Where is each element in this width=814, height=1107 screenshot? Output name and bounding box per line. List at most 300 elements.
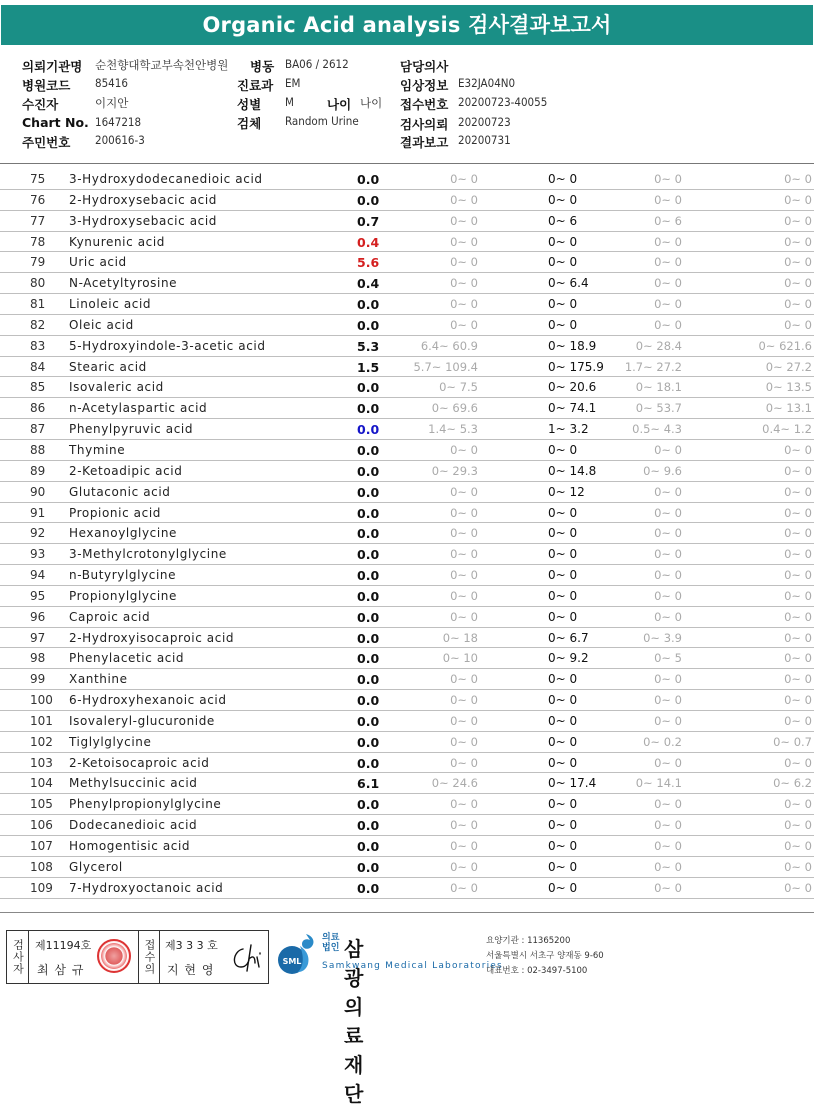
reference-range-2: 0~ 0 bbox=[548, 547, 578, 562]
sml-logo-text: SML bbox=[282, 957, 302, 966]
reference-range-1: 0~ 0 bbox=[450, 255, 478, 270]
result-value: 0.0 bbox=[357, 172, 380, 187]
org-name: 삼광의료재단 bbox=[344, 937, 365, 1106]
institution-value: 순천향대학교부속천안병원 bbox=[95, 58, 229, 72]
result-value: 0.0 bbox=[357, 609, 380, 625]
table-row bbox=[0, 628, 814, 649]
analyte-name: Stearic acid bbox=[69, 359, 147, 374]
reference-range-2: 0~ 0 bbox=[548, 609, 578, 624]
reference-range-3: 0~ 3.9 bbox=[643, 630, 682, 645]
row-number: 92 bbox=[30, 526, 46, 541]
reference-range-3: 0~ 0 bbox=[654, 255, 682, 270]
row-number: 75 bbox=[30, 172, 46, 186]
row-number: 99 bbox=[30, 672, 46, 687]
reference-range-3: 0.5~ 4.3 bbox=[632, 422, 682, 437]
analyte-name: 5-Hydroxyindole-3-acetic acid bbox=[69, 338, 266, 353]
approver-signature bbox=[229, 941, 265, 975]
reference-range-4: 0~ 13.5 bbox=[765, 380, 812, 395]
row-number: 82 bbox=[30, 317, 46, 332]
tester-label: 검사자 bbox=[11, 939, 25, 975]
dept-label: 진료과 bbox=[237, 78, 274, 93]
reference-range-2: 0~ 6 bbox=[548, 213, 578, 228]
result-value: 0.0 bbox=[357, 818, 380, 834]
reference-range-3: 0~ 0 bbox=[654, 588, 682, 603]
reference-range-2: 0~ 17.4 bbox=[548, 776, 597, 791]
row-number: 97 bbox=[30, 630, 46, 645]
approver-label: 접수의 bbox=[143, 939, 156, 975]
row-number: 78 bbox=[30, 234, 46, 249]
row-number: 101 bbox=[30, 713, 53, 728]
analyte-name: Isovaleric acid bbox=[69, 380, 164, 395]
reference-range-4: 0~ 0 bbox=[784, 797, 812, 812]
result-value: 0.0 bbox=[357, 651, 380, 667]
result-value: 0.0 bbox=[357, 484, 380, 500]
reference-range-2: 0~ 0 bbox=[548, 818, 578, 833]
result-value: 0.0 bbox=[357, 839, 380, 854]
clinical-info-value: E32JA04N0 bbox=[458, 76, 516, 90]
reference-range-3: 0~ 0 bbox=[654, 526, 682, 541]
reference-range-1: 0~ 0 bbox=[450, 755, 478, 770]
row-number: 79 bbox=[30, 255, 46, 270]
result-value: 0.0 bbox=[357, 547, 380, 563]
reference-range-3: 0~ 28.4 bbox=[635, 338, 682, 353]
footer-divider bbox=[0, 912, 814, 913]
reference-range-4: 0~ 0 bbox=[784, 630, 812, 645]
reference-range-1: 0~ 10 bbox=[442, 651, 478, 666]
row-number: 86 bbox=[30, 401, 46, 416]
table-row bbox=[0, 565, 814, 586]
reference-range-4: 0~ 0.7 bbox=[773, 734, 812, 749]
table-row bbox=[0, 669, 814, 690]
reference-range-1: 0~ 29.3 bbox=[431, 463, 478, 478]
reference-range-4: 0~ 0 bbox=[784, 568, 812, 583]
org-name-block bbox=[322, 933, 503, 1106]
analyte-name: Propionylglycine bbox=[69, 588, 177, 603]
reference-range-1: 0~ 69.6 bbox=[431, 401, 478, 416]
report-title-bar bbox=[1, 5, 813, 45]
reference-range-4: 0~ 0 bbox=[784, 547, 812, 562]
analyte-name: n-Acetylaspartic acid bbox=[69, 401, 208, 416]
table-row bbox=[0, 252, 814, 273]
ward-label: 병동 bbox=[250, 59, 275, 74]
table-row bbox=[0, 377, 814, 398]
row-number: 85 bbox=[30, 380, 46, 395]
table-row bbox=[0, 336, 814, 357]
reference-range-1: 0~ 0 bbox=[450, 234, 478, 249]
reference-range-2: 0~ 6.7 bbox=[548, 630, 589, 645]
result-value: 0.0 bbox=[357, 734, 380, 750]
reference-range-1: 0~ 0 bbox=[450, 484, 478, 499]
row-number: 96 bbox=[30, 609, 46, 624]
reference-range-4: 0~ 0 bbox=[784, 505, 812, 520]
sex-label: 성별 bbox=[237, 97, 262, 112]
reference-range-2: 0~ 175.9 bbox=[548, 359, 604, 374]
reference-range-3: 0~ 5 bbox=[654, 651, 682, 666]
reference-range-4: 0~ 0 bbox=[784, 317, 812, 332]
reference-range-1: 0~ 0 bbox=[450, 297, 478, 312]
reference-range-4: 0~ 0 bbox=[784, 839, 812, 853]
org-phone: 대표번호 : 02-3497-5100 bbox=[486, 966, 588, 976]
reference-range-4: 0~ 0 bbox=[784, 588, 812, 603]
table-row bbox=[0, 836, 814, 857]
reference-range-4: 0~ 0 bbox=[784, 672, 812, 687]
table-row bbox=[0, 732, 814, 753]
reference-range-1: 0~ 0 bbox=[450, 609, 478, 624]
table-row bbox=[0, 648, 814, 669]
analyte-name: 6-Hydroxyhexanoic acid bbox=[69, 693, 227, 708]
org-contact-block bbox=[486, 934, 604, 979]
table-row bbox=[0, 586, 814, 607]
reference-range-1: 0~ 0 bbox=[450, 672, 478, 687]
sex-value: M bbox=[285, 95, 294, 109]
reference-range-1: 0~ 0 bbox=[450, 859, 478, 874]
tester-license: 제11194호 bbox=[35, 939, 92, 952]
reference-range-4: 0~ 0 bbox=[784, 192, 812, 207]
reference-range-3: 0~ 6 bbox=[654, 213, 682, 228]
table-row bbox=[0, 857, 814, 878]
reference-range-1: 0~ 0 bbox=[450, 213, 478, 228]
analyte-name: n-Butyrylglycine bbox=[69, 568, 177, 583]
reference-range-4: 0~ 0 bbox=[784, 880, 812, 895]
receipt-no-value: 20200723-40055 bbox=[458, 95, 548, 109]
results-table bbox=[0, 169, 814, 899]
table-row bbox=[0, 753, 814, 774]
age-value: 나이 bbox=[360, 96, 383, 110]
reference-range-1: 0~ 0 bbox=[450, 797, 478, 812]
reference-range-1: 0~ 0 bbox=[450, 734, 478, 749]
analyte-name: 2-Hydroxyisocaproic acid bbox=[69, 630, 235, 645]
receipt-no-label: 접수번호 bbox=[400, 97, 449, 112]
analyte-name: Thymine bbox=[69, 442, 126, 457]
reference-range-2: 0~ 0 bbox=[548, 797, 578, 812]
approver-license: 제3 3 3 호 bbox=[165, 939, 218, 952]
reference-range-3: 0~ 0 bbox=[654, 317, 682, 332]
result-value: 1.5 bbox=[357, 359, 380, 375]
row-number: 94 bbox=[30, 568, 46, 583]
row-number: 106 bbox=[30, 818, 53, 833]
patient-value: 이지안 bbox=[95, 96, 129, 110]
reference-range-4: 0~ 13.1 bbox=[765, 401, 812, 416]
org-prefix-1: 의료 bbox=[322, 933, 340, 943]
row-number: 108 bbox=[30, 859, 53, 874]
reference-range-1: 0~ 0 bbox=[450, 442, 478, 457]
analyte-name: Propionic acid bbox=[69, 505, 161, 520]
report-title-ko: 검사결과보고서 bbox=[468, 13, 612, 37]
analyte-name: 3-Hydroxysebacic acid bbox=[69, 213, 218, 228]
analyte-name: Xanthine bbox=[69, 672, 128, 687]
reference-range-4: 0~ 6.2 bbox=[773, 776, 812, 791]
reference-range-2: 0~ 0 bbox=[548, 672, 578, 687]
analyte-name: Hexanoylglycine bbox=[69, 526, 178, 541]
reference-range-2: 0~ 18.9 bbox=[548, 338, 597, 353]
row-number: 105 bbox=[30, 797, 53, 812]
analyte-name: 2-Ketoadipic acid bbox=[69, 463, 183, 478]
result-value: 0.4 bbox=[357, 276, 380, 292]
reference-range-2: 0~ 12 bbox=[548, 484, 585, 499]
analyte-name: Kynurenic acid bbox=[69, 234, 166, 249]
analyte-name: Isovaleryl-glucuronide bbox=[69, 713, 215, 728]
result-value: 0.4 bbox=[357, 234, 380, 250]
analyte-name: 7-Hydroxyoctanoic acid bbox=[69, 880, 224, 895]
reference-range-3: 0~ 0 bbox=[654, 797, 682, 812]
reference-range-3: 0~ 0 bbox=[654, 880, 682, 895]
table-row bbox=[0, 273, 814, 294]
reference-range-4: 0~ 0 bbox=[784, 255, 812, 270]
analyte-name: Oleic acid bbox=[69, 317, 134, 332]
reference-range-3: 0~ 0 bbox=[654, 442, 682, 457]
reference-range-2: 0~ 0 bbox=[548, 297, 578, 312]
reference-range-2: 0~ 0 bbox=[548, 734, 578, 749]
reference-range-1: 0~ 0 bbox=[450, 839, 478, 853]
reference-range-4: 0~ 0 bbox=[784, 755, 812, 770]
reference-range-4: 0~ 0 bbox=[784, 234, 812, 249]
row-number: 104 bbox=[30, 776, 53, 791]
report-date-value: 20200731 bbox=[458, 133, 511, 147]
reference-range-3: 0~ 0 bbox=[654, 172, 682, 186]
table-row bbox=[0, 315, 814, 336]
patient-label: 수진자 bbox=[22, 97, 59, 112]
request-date-label: 검사의뢰 bbox=[400, 117, 449, 132]
reference-range-3: 1.7~ 27.2 bbox=[624, 359, 682, 374]
reference-range-3: 0~ 0 bbox=[654, 505, 682, 520]
reference-range-1: 0~ 7.5 bbox=[439, 380, 478, 395]
row-number: 90 bbox=[30, 484, 46, 499]
reference-range-2: 0~ 0 bbox=[548, 588, 578, 603]
chart-no-label: Chart No. bbox=[22, 115, 89, 130]
result-value: 0.0 bbox=[357, 422, 380, 438]
table-row bbox=[0, 232, 814, 253]
reference-range-2: 0~ 0 bbox=[548, 172, 578, 186]
result-value: 0.0 bbox=[357, 380, 380, 396]
reference-range-1: 0~ 0 bbox=[450, 192, 478, 207]
reference-range-3: 0~ 0 bbox=[654, 818, 682, 833]
result-value: 0.0 bbox=[357, 442, 380, 458]
row-number: 89 bbox=[30, 463, 46, 478]
result-value: 0.0 bbox=[357, 463, 380, 479]
result-value: 0.0 bbox=[357, 526, 380, 542]
reference-range-3: 0~ 0 bbox=[654, 859, 682, 874]
table-row bbox=[0, 357, 814, 378]
row-number: 77 bbox=[30, 213, 46, 228]
reference-range-3: 0~ 0 bbox=[654, 839, 682, 853]
table-row bbox=[0, 461, 814, 482]
reference-range-1: 0~ 0 bbox=[450, 526, 478, 541]
row-number: 87 bbox=[30, 422, 46, 437]
table-row bbox=[0, 773, 814, 794]
table-row bbox=[0, 503, 814, 524]
table-row bbox=[0, 544, 814, 565]
chart-no-value: 1647218 bbox=[95, 115, 142, 129]
reference-range-4: 0.4~ 1.2 bbox=[762, 422, 812, 437]
reference-range-2: 0~ 20.6 bbox=[548, 380, 597, 395]
age-label: 나이 bbox=[327, 97, 352, 112]
reference-range-2: 0~ 0 bbox=[548, 880, 578, 895]
reference-range-1: 0~ 0 bbox=[450, 568, 478, 583]
reference-range-1: 0~ 0 bbox=[450, 317, 478, 332]
reference-range-3: 0~ 0 bbox=[654, 547, 682, 562]
result-value: 5.3 bbox=[357, 338, 380, 354]
row-number: 84 bbox=[30, 359, 46, 374]
result-value: 0.0 bbox=[357, 317, 380, 333]
reference-range-4: 0~ 0 bbox=[784, 213, 812, 228]
org-prefix-2: 법인 bbox=[322, 943, 340, 953]
reference-range-3: 0~ 0.2 bbox=[643, 734, 682, 749]
table-row bbox=[0, 211, 814, 232]
reference-range-2: 0~ 0 bbox=[548, 755, 578, 770]
reference-range-1: 0~ 18 bbox=[442, 630, 478, 645]
reference-range-1: 0~ 0 bbox=[450, 505, 478, 520]
table-row bbox=[0, 690, 814, 711]
reference-range-3: 0~ 0 bbox=[654, 484, 682, 499]
result-value: 5.6 bbox=[357, 255, 380, 271]
result-value: 0.0 bbox=[357, 693, 380, 709]
result-value: 0.7 bbox=[357, 213, 380, 229]
reference-range-2: 0~ 74.1 bbox=[548, 401, 597, 416]
table-row bbox=[0, 607, 814, 628]
reference-range-2: 0~ 0 bbox=[548, 568, 578, 583]
row-number: 88 bbox=[30, 442, 46, 457]
table-row bbox=[0, 440, 814, 461]
row-number: 98 bbox=[30, 651, 46, 666]
reference-range-1: 0~ 0 bbox=[450, 693, 478, 708]
result-value: 0.0 bbox=[357, 755, 380, 771]
report-date-label: 결과보고 bbox=[400, 135, 449, 150]
row-number: 102 bbox=[30, 734, 53, 749]
analyte-name: Caproic acid bbox=[69, 609, 151, 624]
reference-range-2: 0~ 0 bbox=[548, 859, 578, 874]
reference-range-4: 0~ 0 bbox=[784, 713, 812, 728]
row-number: 81 bbox=[30, 297, 46, 312]
table-row bbox=[0, 190, 814, 211]
row-number: 107 bbox=[30, 839, 53, 853]
reference-range-2: 0~ 0 bbox=[548, 234, 578, 249]
table-row bbox=[0, 482, 814, 503]
reference-range-3: 0~ 0 bbox=[654, 568, 682, 583]
row-number: 76 bbox=[30, 192, 46, 207]
header-divider bbox=[0, 163, 814, 164]
reference-range-2: 0~ 14.8 bbox=[548, 463, 597, 478]
reference-range-3: 0~ 0 bbox=[654, 609, 682, 624]
resident-no-value: 200616-3 bbox=[95, 133, 145, 147]
org-address: 서울특별시 서초구 양재동 9-60 bbox=[486, 951, 604, 961]
reference-range-1: 0~ 0 bbox=[450, 713, 478, 728]
row-number: 100 bbox=[30, 693, 53, 708]
reference-range-4: 0~ 0 bbox=[784, 818, 812, 833]
reference-range-1: 1.4~ 5.3 bbox=[428, 422, 478, 437]
reference-range-2: 0~ 0 bbox=[548, 442, 578, 457]
analyte-name: Glutaconic acid bbox=[69, 484, 171, 499]
clinical-info-label: 임상정보 bbox=[400, 78, 449, 93]
analyte-name: Phenylpyruvic acid bbox=[69, 422, 194, 437]
reference-range-4: 0~ 621.6 bbox=[758, 338, 812, 353]
reference-range-1: 6.4~ 60.9 bbox=[420, 338, 478, 353]
reference-range-4: 0~ 0 bbox=[784, 609, 812, 624]
reference-range-4: 0~ 0 bbox=[784, 276, 812, 291]
row-number: 103 bbox=[30, 755, 53, 770]
reference-range-4: 0~ 0 bbox=[784, 859, 812, 874]
report-title-en: Organic Acid analysis bbox=[202, 13, 461, 37]
result-value: 0.0 bbox=[357, 588, 380, 604]
reference-range-1: 0~ 0 bbox=[450, 588, 478, 603]
analyte-name: N-Acetyltyrosine bbox=[69, 276, 178, 291]
patient-info-block bbox=[0, 50, 814, 165]
hospital-code-value: 85416 bbox=[95, 76, 128, 90]
reference-range-4: 0~ 0 bbox=[784, 693, 812, 708]
result-value: 0.0 bbox=[357, 505, 380, 521]
reference-range-2: 0~ 0 bbox=[548, 693, 578, 708]
result-value: 6.1 bbox=[357, 776, 380, 792]
table-row bbox=[0, 815, 814, 836]
reference-range-2: 1~ 3.2 bbox=[548, 422, 589, 437]
sml-logo-icon bbox=[276, 932, 324, 976]
reference-range-3: 0~ 53.7 bbox=[635, 401, 682, 416]
reference-range-3: 0~ 0 bbox=[654, 192, 682, 207]
reference-range-3: 0~ 0 bbox=[654, 234, 682, 249]
row-number: 80 bbox=[30, 276, 46, 291]
request-date-value: 20200723 bbox=[458, 115, 511, 129]
resident-no-label: 주민번호 bbox=[22, 135, 71, 150]
analyte-name: 2-Hydroxysebacic acid bbox=[69, 192, 218, 207]
result-value: 0.0 bbox=[357, 859, 380, 875]
reference-range-3: 0~ 14.1 bbox=[635, 776, 682, 791]
specimen-label: 검체 bbox=[237, 116, 262, 131]
result-value: 0.0 bbox=[357, 401, 380, 417]
tester-seal-stamp bbox=[97, 939, 131, 973]
result-value: 0.0 bbox=[357, 672, 380, 688]
analyte-name: Phenylpropionylglycine bbox=[69, 797, 222, 812]
analyte-name: 3-Hydroxydodecanedioic acid bbox=[69, 172, 263, 186]
ward-value: BA06 / 2612 bbox=[285, 57, 349, 71]
tester-name: 최 삼 규 bbox=[37, 963, 85, 977]
table-row bbox=[0, 398, 814, 419]
reference-range-4: 0~ 0 bbox=[784, 297, 812, 312]
analyte-name: Glycerol bbox=[69, 859, 123, 874]
analyte-name: Methylsuccinic acid bbox=[69, 776, 198, 791]
row-number: 95 bbox=[30, 588, 46, 603]
row-number: 83 bbox=[30, 338, 46, 353]
analyte-name: Phenylacetic acid bbox=[69, 651, 185, 666]
hospital-code-label: 병원코드 bbox=[22, 78, 71, 93]
reference-range-1: 5.7~ 109.4 bbox=[413, 359, 478, 374]
specimen-value: Random Urine bbox=[285, 114, 359, 128]
reference-range-2: 0~ 0 bbox=[548, 255, 578, 270]
analyte-name: Uric acid bbox=[69, 255, 127, 270]
analyte-name: 2-Ketoisocaproic acid bbox=[69, 755, 210, 770]
reference-range-3: 0~ 9.6 bbox=[643, 463, 682, 478]
analyte-name: Dodecanedioic acid bbox=[69, 818, 198, 833]
reference-range-2: 0~ 0 bbox=[548, 526, 578, 541]
reference-range-1: 0~ 0 bbox=[450, 276, 478, 291]
reference-range-2: 0~ 0 bbox=[548, 317, 578, 332]
institution-label: 의뢰기관명 bbox=[22, 59, 83, 74]
table-row bbox=[0, 294, 814, 315]
dept-value: EM bbox=[285, 76, 301, 90]
approver-label-cell bbox=[138, 931, 160, 983]
reference-range-4: 0~ 27.2 bbox=[765, 359, 812, 374]
result-value: 0.0 bbox=[357, 568, 380, 584]
table-row bbox=[0, 878, 814, 899]
result-value: 0.0 bbox=[357, 192, 380, 208]
result-value: 0.0 bbox=[357, 630, 380, 646]
signature-box bbox=[6, 930, 269, 984]
analyte-name: 3-Methylcrotonylglycine bbox=[69, 547, 227, 562]
result-value: 0.0 bbox=[357, 297, 380, 313]
reference-range-4: 0~ 0 bbox=[784, 442, 812, 457]
reference-range-4: 0~ 0 bbox=[784, 463, 812, 478]
reference-range-2: 0~ 0 bbox=[548, 505, 578, 520]
row-number: 93 bbox=[30, 547, 46, 562]
reference-range-1: 0~ 24.6 bbox=[431, 776, 478, 791]
